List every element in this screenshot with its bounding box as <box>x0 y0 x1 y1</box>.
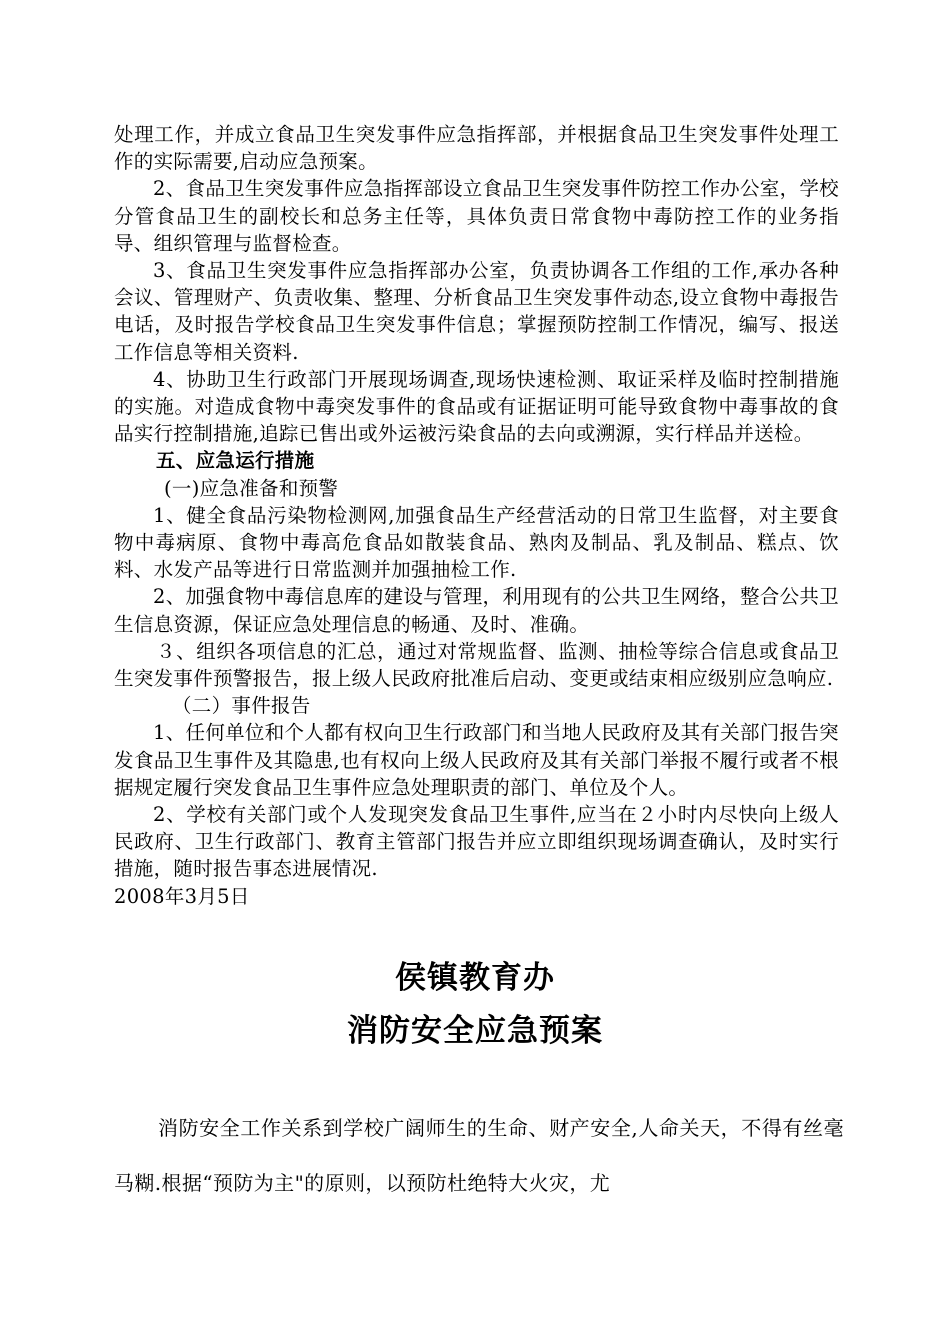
section-heading-5: 五、应急运行措施 <box>156 449 315 473</box>
document-title: 消防安全应急预案 <box>347 1013 603 1049</box>
paragraph-continuation: 处理工作，并成立食品卫生突发事件应急指挥部，并根据食品卫生突发事件处理工作的实际需要,启动应急预案。 <box>114 123 839 174</box>
paragraph-report-2: 2、学校有关部门或个人发现突发食品卫生事件,应当在２小时内尽快向上级人民政府、卫生行政部门、教育主管部门报告并应立即组织现场调查确认，及时实行措施，随时报告事态进展情况. <box>114 803 839 881</box>
paragraph-prep-1: 1、健全食品污染物检测网,加强食品生产经营活动的日常卫生监督，对主要食物中毒病原、食物中毒高危食品如散装食品、熟肉及制品、乳及制品、糕点、饮料、水发产品等进行日常监测并加强抽检工作. <box>114 503 839 582</box>
paragraph-item-2: 2、食品卫生突发事件应急指挥部设立食品卫生突发事件防控工作办公室，学校分管食品卫生的副校长和总务主任等，具体负责日常食物中毒防控工作的业务指导、组织管理与监督检查。 <box>114 177 839 255</box>
document-body <box>114 121 839 910</box>
intro-section <box>114 1101 844 1211</box>
paragraph-prep-2: 2、加强食物中毒信息库的建设与管理，利用现有的公共卫生网络，整合公共卫生信息资源，保证应急处理信息的畅通、及时、准确。 <box>114 585 839 636</box>
subsection-heading-2: （二）事件报告 <box>172 694 311 718</box>
paragraph-item-4: 4、协助卫生行政部门开展现场调查,现场快速检测、取证采样及临时控制措施的实施。对造成食物中毒突发事件的食品或有证据证明可能导致食物中毒事故的食品实行控制措施,追踪已售出或外运被污染食品的去向或溯源，实行样品并送检。 <box>114 367 839 446</box>
intro-paragraph: 消防安全工作关系到学校广阔师生的生命、财产安全,人命关天，不得有丝毫马糊.根据“预防为主"的原则，以预防杜绝特大火灾，尤 <box>114 1116 844 1195</box>
document-date: 2008年3月5日 <box>114 884 250 908</box>
paragraph-prep-3: ３、组织各项信息的汇总，通过对常规监督、监测、抽检等综合信息或食品卫生突发事件预警报告，报上级人民政府批准后启动、变更或结束相应级别应急响应. <box>114 639 839 691</box>
document-title-org: 侯镇教育办 <box>395 960 555 996</box>
paragraph-report-1: 1、任何单位和个人都有权向卫生行政部门和当地人民政府及其有关部门报告突发食品卫生事件及其隐患,也有权向上级人民政府及其有关部门举报不履行或者不根据规定履行突发食品卫生事件应急处理职责的部门、单位及个人。 <box>114 721 839 799</box>
paragraph-item-3: 3、食品卫生突发事件应急指挥部办公室，负责协调各工作组的工作,承办各种会议、管理财产、负责收集、整理、分析食品卫生突发事件动态,设立食物中毒报告电话，及时报告学校食品卫生突发事件信息；掌握预防控制工作情况，编写、报送工作信息等相关资料. <box>114 259 839 364</box>
subsection-heading-1: (一)应急准备和预警 <box>164 476 339 500</box>
